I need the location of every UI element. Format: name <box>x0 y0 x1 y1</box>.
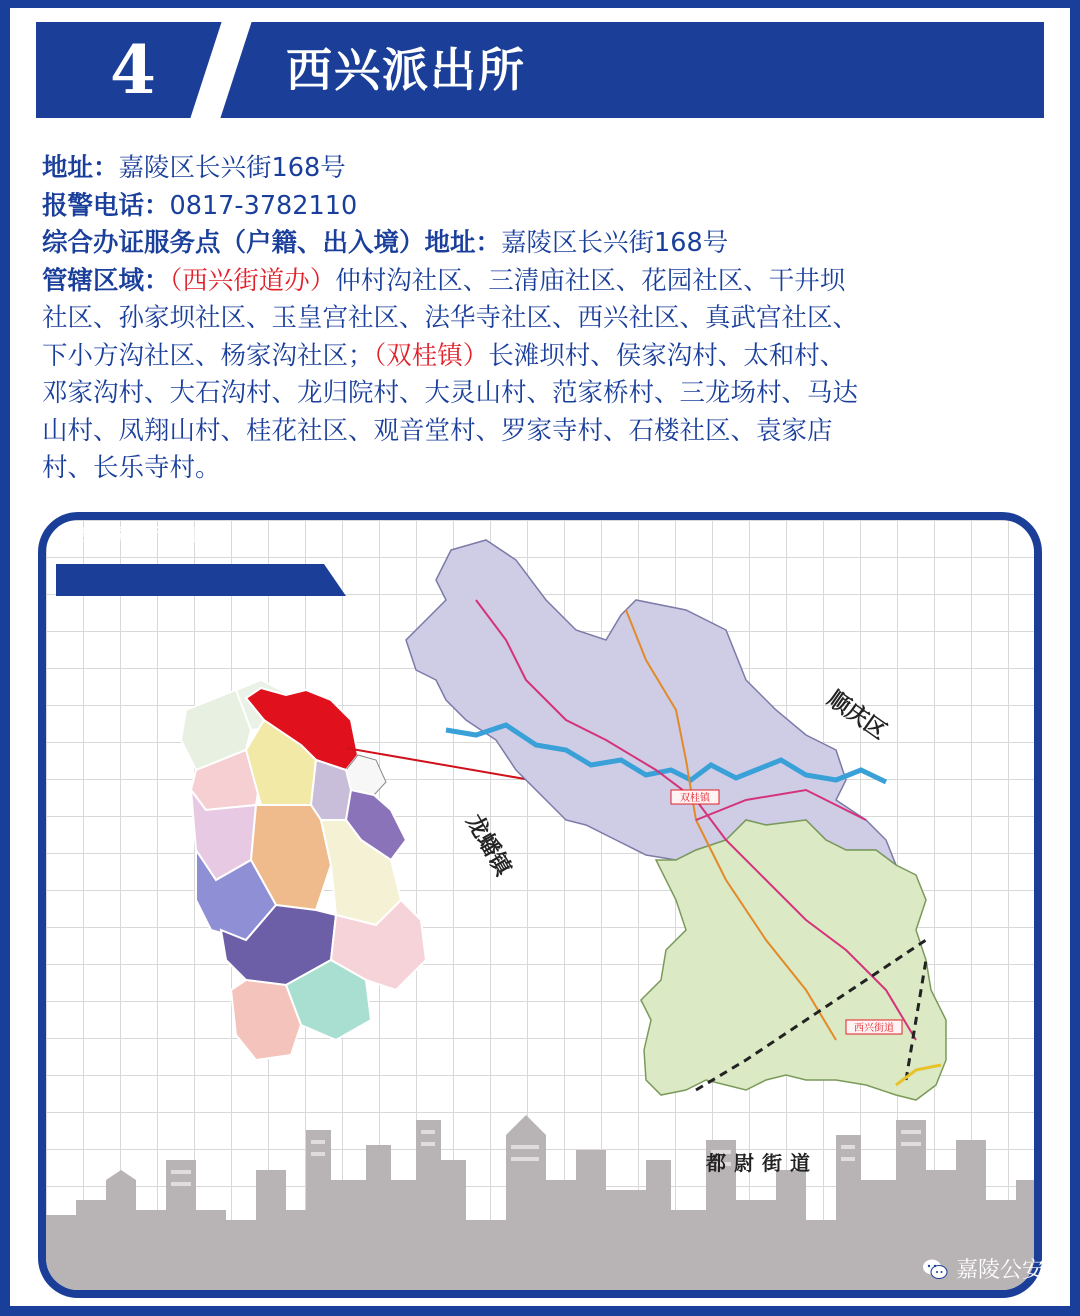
header-banner <box>36 22 1044 118</box>
phone-value[interactable]: 0817-3782110 <box>169 190 358 221</box>
area-line-4 <box>42 375 1042 413</box>
area-line-2 <box>42 300 1042 338</box>
overview-map <box>181 680 426 1060</box>
xixing-marker-label: 西兴街道 <box>854 1023 894 1034</box>
area-group-shuanggui: （双桂镇） <box>373 340 489 371</box>
shuanggui-marker-label: 双桂镇 <box>680 793 710 804</box>
watermark-text: 嘉陵公安 <box>955 1258 1044 1283</box>
page-title: 西兴派出所 <box>286 43 526 97</box>
service-label: 综合办证服务点（户籍、出入境）地址： <box>42 228 502 258</box>
map-panel <box>38 512 1042 1298</box>
area-list-2d: 村、长乐寺村。 <box>42 453 221 483</box>
label-longpan: 龙蟠镇 <box>460 810 516 881</box>
area-line-6 <box>42 450 1042 488</box>
address-label: 地址： <box>42 153 119 183</box>
area-list-2b: 邓家沟村、大石沟村、龙归院村、大灵山村、范家桥村、三龙场村、马达 <box>42 378 859 408</box>
label-duwei: 都尉街道 <box>706 1151 818 1175</box>
service-address: 嘉陵区长兴街168号 <box>501 228 729 258</box>
phone-label: 报警电话： <box>42 190 170 221</box>
header-number-box <box>36 22 221 118</box>
map-panel-inner <box>46 520 1034 1290</box>
map-title: 西兴派出所管辖区域 <box>74 526 227 546</box>
map-title-tab <box>56 564 346 596</box>
area-line-1 <box>42 263 1042 301</box>
service-line <box>42 225 1042 263</box>
overview-region-mauve <box>311 760 351 820</box>
area-line-3 <box>42 338 1042 376</box>
area-label: 管辖区域： <box>42 265 170 296</box>
phone-line <box>42 188 1042 226</box>
wechat-icon <box>922 1258 948 1280</box>
xixing-region <box>641 820 946 1100</box>
map-canvas <box>46 520 1034 1290</box>
area-list-1c: 下小方沟社区、杨家沟社区； <box>42 340 374 371</box>
watermark <box>922 1253 1044 1284</box>
area-line-5 <box>42 413 1042 451</box>
area-list-1a: 仲村沟社区、三清庙社区、花园社区、干井坝 <box>335 265 846 296</box>
info-block <box>42 150 1042 488</box>
label-shunqing: 顺庆区 <box>822 686 891 745</box>
area-list-1b: 社区、孙家坝社区、玉皇宫社区、法华寺社区、西兴社区、真武宫社区、 <box>42 303 859 333</box>
area-list-2c: 山村、凤翔山村、桂花社区、观音堂村、罗家寺村、石楼社区、袁家店 <box>42 415 833 446</box>
area-list-2a: 长滩坝村、侯家沟村、太和村、 <box>488 340 846 371</box>
area-group-xixing: （西兴街道办） <box>169 265 336 296</box>
address-line <box>42 150 1042 188</box>
address-value: 嘉陵区长兴街168号 <box>118 153 346 183</box>
header-number: 4 <box>110 31 156 109</box>
skyline-decoration <box>46 1115 1034 1290</box>
